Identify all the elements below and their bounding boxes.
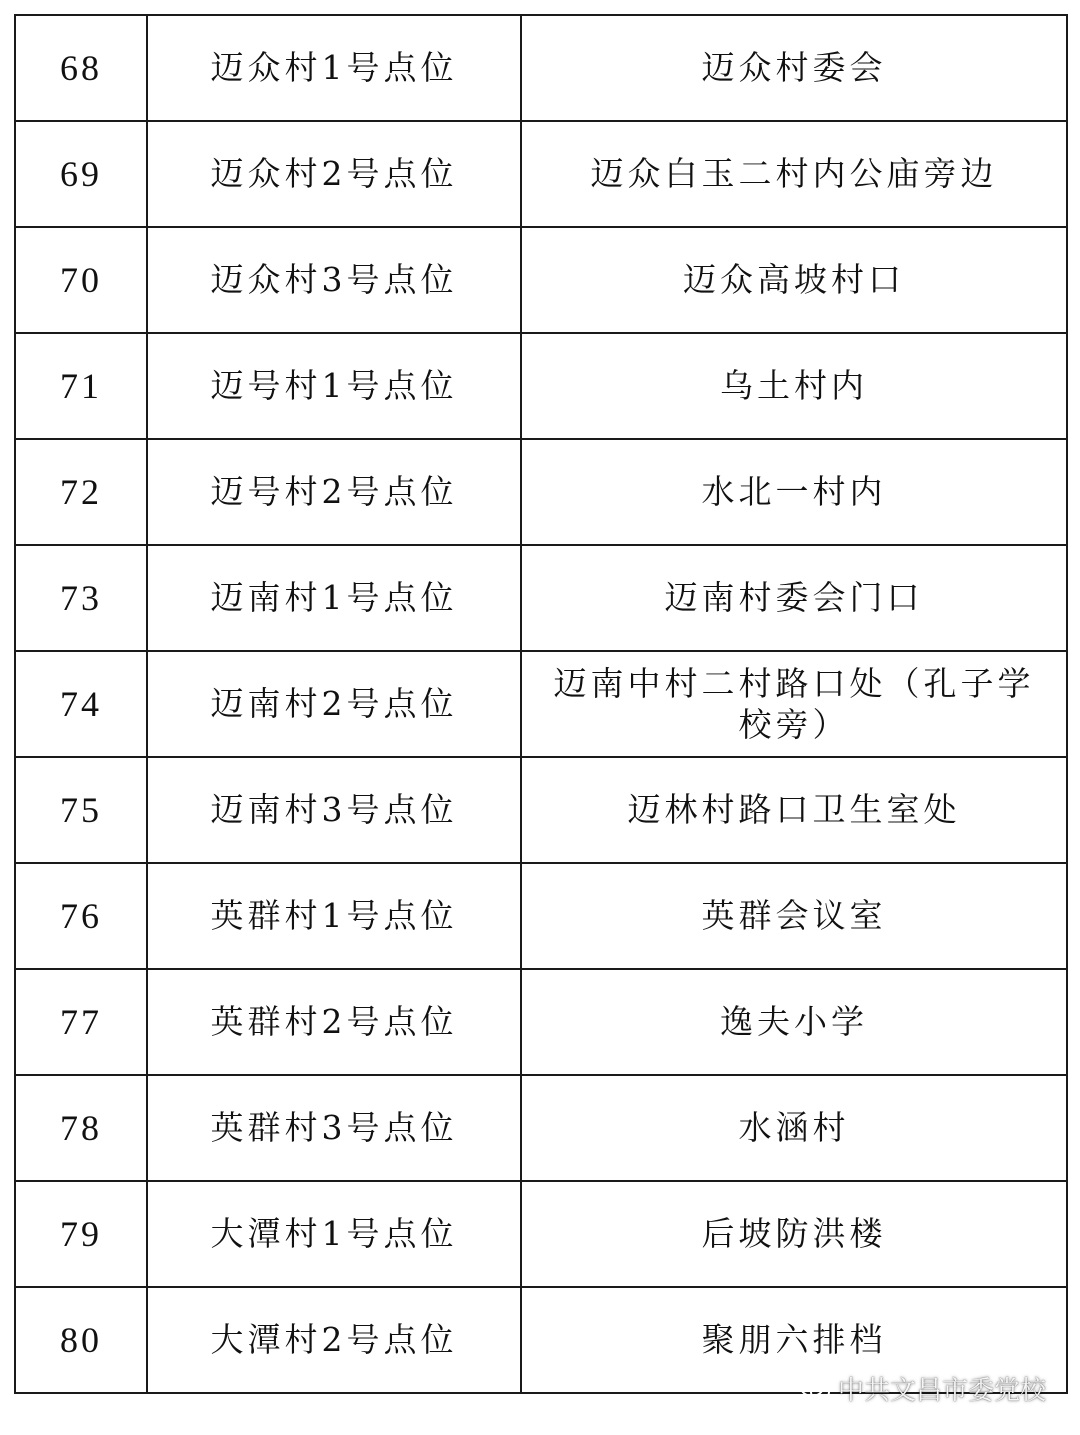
point-location: 英群会议室 [521,863,1067,969]
point-name: 大潭村2号点位 [147,1287,521,1393]
row-number: 78 [15,1075,147,1181]
table-row [15,969,1067,1075]
point-location: 水北一村内 [521,439,1067,545]
point-name: 大潭村1号点位 [147,1181,521,1287]
table-row [15,545,1067,651]
point-location: 迈众高坡村口 [521,227,1067,333]
point-location: 聚朋六排档 [521,1287,1067,1393]
row-number: 68 [15,15,147,121]
point-name: 迈南村1号点位 [147,545,521,651]
table-row [15,757,1067,863]
row-number: 79 [15,1181,147,1287]
table-row [15,333,1067,439]
table-row [15,1075,1067,1181]
row-number: 72 [15,439,147,545]
row-number: 69 [15,121,147,227]
row-number: 77 [15,969,147,1075]
row-number: 74 [15,651,147,757]
point-name: 英群村2号点位 [147,969,521,1075]
table-row [15,15,1067,121]
point-name: 英群村1号点位 [147,863,521,969]
point-location: 逸夫小学 [521,969,1067,1075]
location-table [14,14,1068,1394]
watermark-text: 中共文昌市委党校 [837,1376,1046,1406]
table-row [15,1287,1067,1393]
point-name: 迈号村1号点位 [147,333,521,439]
point-name: 迈南村2号点位 [147,651,521,757]
table-row [15,121,1067,227]
row-number: 76 [15,863,147,969]
table-row [15,651,1067,757]
point-name: 迈众村2号点位 [147,121,521,227]
point-location: 迈众白玉二村内公庙旁边 [521,121,1067,227]
point-location: 迈南中村二村路口处（孔子学校旁） [521,651,1067,757]
row-number: 71 [15,333,147,439]
point-location: 乌土村内 [521,333,1067,439]
point-name: 迈南村3号点位 [147,757,521,863]
point-location: 后坡防洪楼 [521,1181,1067,1287]
row-number: 70 [15,227,147,333]
point-location: 水涵村 [521,1075,1067,1181]
row-number: 73 [15,545,147,651]
row-number: 75 [15,757,147,863]
point-location: 迈南村委会门口 [521,545,1067,651]
point-name: 迈号村2号点位 [147,439,521,545]
table-row [15,439,1067,545]
point-location: 迈众村委会 [521,15,1067,121]
table-row [15,227,1067,333]
row-number: 80 [15,1287,147,1393]
point-location: 迈林村路口卫生室处 [521,757,1067,863]
table-row [15,1181,1067,1287]
table-body [15,15,1067,1393]
point-name: 迈众村1号点位 [147,15,521,121]
point-name: 英群村3号点位 [147,1075,521,1181]
point-name: 迈众村3号点位 [147,227,521,333]
table-row [15,863,1067,969]
